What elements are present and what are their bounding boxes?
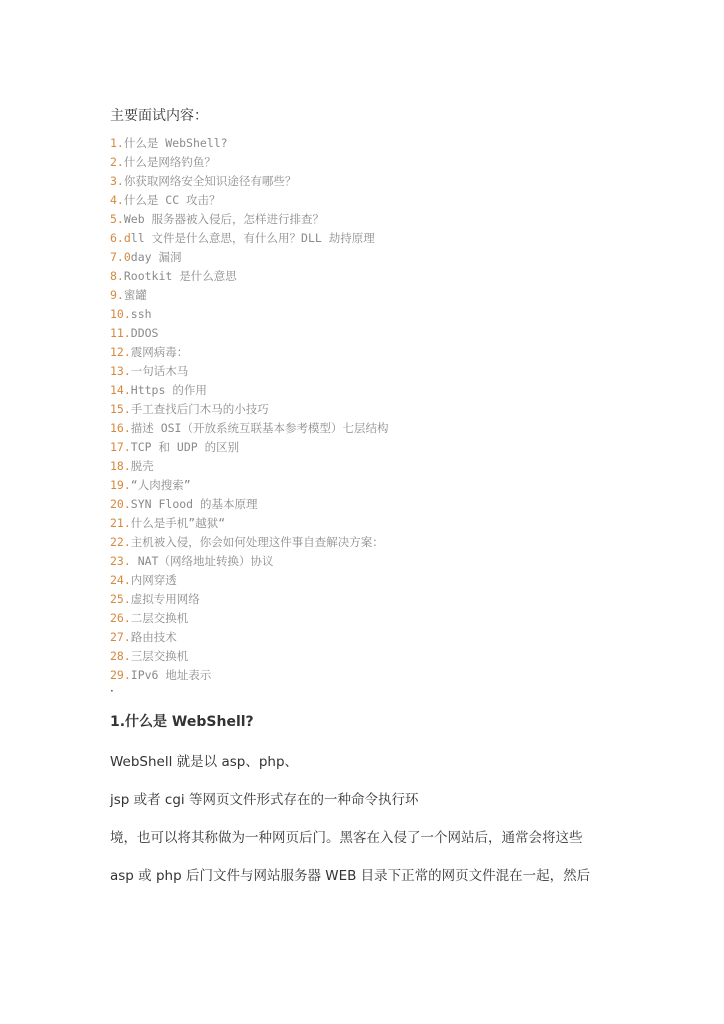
question-text: 一句话木马 (130, 364, 189, 378)
question-number: 14. (110, 383, 131, 397)
question-text: 手工查找后门木马的小技巧 (130, 402, 269, 416)
question-item (110, 191, 388, 210)
question-text: SYN Flood 的基本原理 (130, 497, 258, 511)
question-number: 7.0 (110, 250, 131, 264)
question-item (110, 647, 388, 666)
question-number: 2. (110, 155, 124, 169)
question-number: 24. (110, 573, 131, 587)
question-number: 17. (110, 440, 131, 454)
question-number: 22. (110, 535, 131, 549)
question-item (110, 590, 388, 609)
question-number: 6.d (110, 231, 131, 245)
question-item (110, 248, 388, 267)
question-text: 内网穿透 (130, 573, 177, 587)
question-text: 虚拟专用网络 (130, 592, 200, 606)
question-text: Https 的作用 (130, 383, 207, 397)
question-number: 26. (110, 611, 131, 625)
question-number: 5. (110, 212, 124, 226)
question-item (110, 172, 388, 191)
question-number: 23. (110, 554, 131, 568)
question-item (110, 286, 388, 305)
question-item (110, 628, 388, 647)
question-item (110, 476, 388, 495)
question-list (110, 134, 388, 685)
paragraph-line: WebShell 就是以 asp、php、 (110, 754, 299, 770)
question-item (110, 419, 388, 438)
question-text: 描述 OSI（开放系统互联基本参考模型）七层结构 (130, 421, 389, 435)
question-number: 29. (110, 668, 131, 682)
question-item (110, 153, 388, 172)
question-item (110, 571, 388, 590)
question-text: 什么是 WebShell? (123, 136, 228, 150)
question-number: 3. (110, 174, 124, 188)
question-text: TCP 和 UDP 的区别 (130, 440, 240, 454)
question-item (110, 343, 388, 362)
question-item (110, 324, 388, 343)
question-text: Rootkit 是什么意思 (123, 269, 237, 283)
question-text: “人肉搜索” (130, 478, 191, 492)
question-text: ssh (130, 307, 152, 321)
intro-heading: 主要面试内容： (110, 108, 208, 124)
question-text: 什么是网络钓鱼？ (123, 155, 216, 169)
question-text: ll 文件是什么意思，有什么用？DLL 劫持原理 (130, 231, 375, 245)
question-item (110, 305, 388, 324)
question-number: 15. (110, 402, 131, 416)
question-text: NAT（网络地址转换）协议 (130, 554, 274, 568)
question-text: 蜜罐 (123, 288, 147, 302)
question-text: Web 服务器被入侵后，怎样进行排查？ (123, 212, 325, 226)
separator-dot: · (110, 684, 114, 698)
question-number: 20. (110, 497, 131, 511)
question-number: 11. (110, 326, 131, 340)
question-text: 震网病毒： (130, 345, 189, 359)
question-item (110, 495, 388, 514)
question-number: 9. (110, 288, 124, 302)
question-number: 21. (110, 516, 131, 530)
question-number: 25. (110, 592, 131, 606)
question-text: IPv6 地址表示 (130, 668, 212, 682)
question-text: 路由技术 (130, 630, 177, 644)
paragraph-line: 境，也可以将其称做为一种网页后门。黑客在入侵了一个网站后，通常会将这些 (110, 830, 583, 846)
question-text: day 漏洞 (130, 250, 182, 264)
question-number: 16. (110, 421, 131, 435)
question-item (110, 210, 388, 229)
question-item (110, 609, 388, 628)
question-number: 1. (110, 136, 124, 150)
question-number: 28. (110, 649, 131, 663)
question-item (110, 666, 388, 685)
question-item (110, 229, 388, 248)
question-item (110, 552, 388, 571)
question-item (110, 381, 388, 400)
question-text: 脱壳 (130, 459, 154, 473)
question-item (110, 533, 388, 552)
question-number: 13. (110, 364, 131, 378)
question-number: 4. (110, 193, 124, 207)
question-number: 18. (110, 459, 131, 473)
question-text: 什么是手机”越狱“ (130, 516, 226, 530)
paragraph-line: jsp 或者 cgi 等网页文件形式存在的一种命令执行环 (110, 792, 419, 808)
question-text: 什么是 CC 攻击？ (123, 193, 221, 207)
paragraph-line: asp 或 php 后门文件与网站服务器 WEB 目录下正常的网页文件混在一起，然后 (110, 868, 591, 884)
question-item (110, 400, 388, 419)
question-item (110, 134, 388, 153)
question-item (110, 362, 388, 381)
section-heading: 1.什么是 WebShell? (110, 714, 254, 730)
question-text: DDOS (130, 326, 159, 340)
question-text: 主机被入侵，你会如何处理这件事自查解决方案： (130, 535, 384, 549)
question-item (110, 438, 388, 457)
question-text: 你获取网络安全知识途径有哪些？ (123, 174, 297, 188)
question-number: 12. (110, 345, 131, 359)
question-number: 10. (110, 307, 131, 321)
question-item (110, 514, 388, 533)
question-item (110, 457, 388, 476)
question-item (110, 267, 388, 286)
question-text: 三层交换机 (130, 649, 189, 663)
question-number: 27. (110, 630, 131, 644)
question-number: 8. (110, 269, 124, 283)
question-text: 二层交换机 (130, 611, 189, 625)
question-number: 19. (110, 478, 131, 492)
